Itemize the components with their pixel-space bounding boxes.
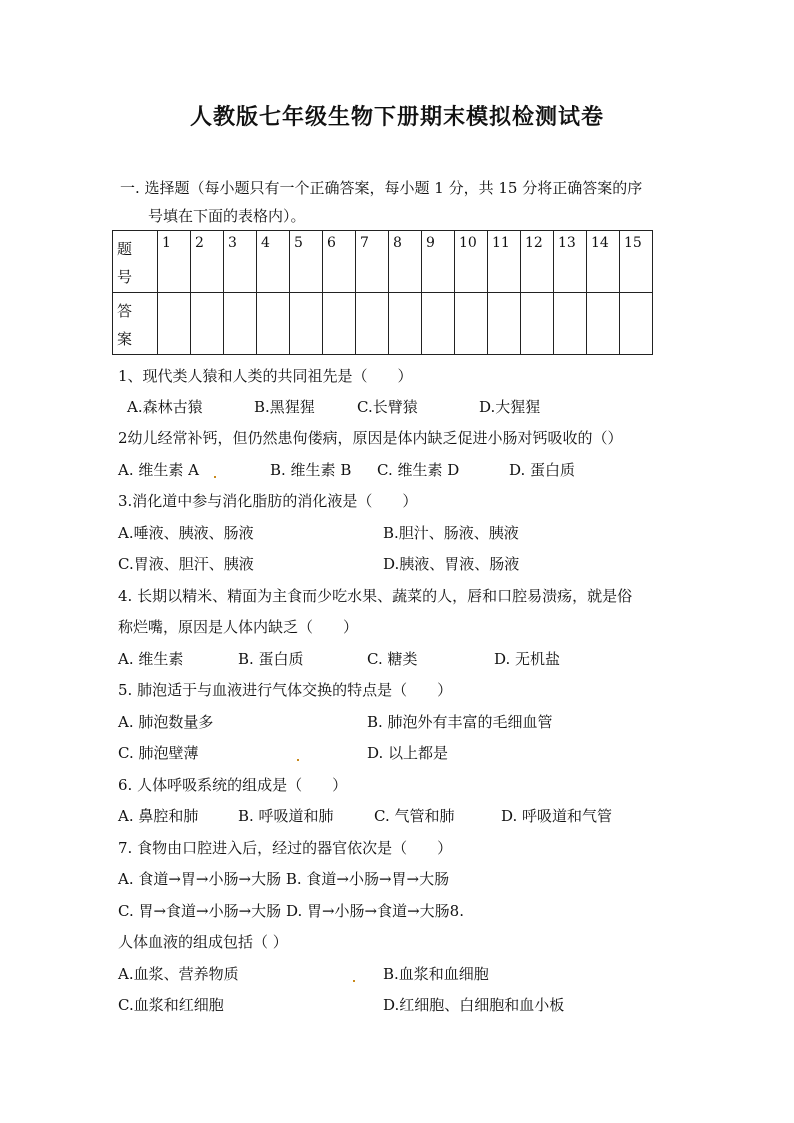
question-6-option-b: B. 呼吸道和肺 [238,807,334,825]
question-number-cell: 1 [158,231,191,293]
question-number-cell: 4 [257,231,290,293]
question-2-option-b: B. 维生素 B [270,461,352,479]
question-2-option-d: D. 蛋白质 [509,461,576,479]
question-6-option-d: D. 呼吸道和气管 [501,807,613,825]
question-2-option-c: C. 维生素 D [377,461,460,479]
question-3-option-d: D.胰液、胃液、肠液 [383,555,520,573]
question-4-stem-continued: 称烂嘴，原因是人体内缺乏（ ） [118,618,359,636]
question-3-stem: 3.消化道中参与消化脂肪的消化液是（ ） [118,492,418,510]
question-5-option-a: A. 肺泡数量多 [118,713,214,731]
answer-cell[interactable] [158,293,191,355]
question-2-option-a: A. 维生素 A [118,461,199,479]
answer-cell[interactable] [521,293,554,355]
answer-cell[interactable] [587,293,620,355]
table-row-answers [113,293,653,355]
table-row-numbers [113,231,653,293]
question-number-cell: 3 [224,231,257,293]
question-5-option-c: C. 肺泡壁薄 [118,744,199,762]
question-8-option-b: B.血浆和血细胞 [383,965,489,983]
answer-cell[interactable] [422,293,455,355]
question-1-stem: 1、现代类人猿和人类的共同祖先是（ ） [118,367,413,385]
question-number-cell: 5 [290,231,323,293]
question-number-cell: 13 [554,231,587,293]
question-6-option-c: C. 气管和肺 [374,807,455,825]
question-7-stem: 7. 食物由口腔进入后，经过的器官依次是（ ） [118,839,453,857]
question-8-option-d: D.红细胞、白细胞和血小板 [383,996,565,1014]
question-number-cell: 14 [587,231,620,293]
question-8-stem: 人体血液的组成包括（ ） [118,933,288,951]
answer-cell[interactable] [620,293,653,355]
ink-speck [214,476,216,478]
question-number-cell: 15 [620,231,653,293]
question-number-cell: 11 [488,231,521,293]
answer-table [112,230,653,355]
section-heading [120,174,680,230]
question-number-cell: 7 [356,231,389,293]
question-1-option-a: A.森林古猿 [127,398,203,416]
answer-cell[interactable] [389,293,422,355]
answer-cell[interactable] [257,293,290,355]
ink-speck [297,759,299,761]
answer-cell[interactable] [554,293,587,355]
section-instruction-line2: 号填在下面的表格内）。 [148,207,306,225]
answer-cell[interactable] [191,293,224,355]
table-header-cell: 答 案 [113,293,158,355]
answer-cell[interactable] [290,293,323,355]
question-3-option-a: A.唾液、胰液、肠液 [118,524,254,542]
question-4-option-a: A. 维生素 [118,650,184,668]
answer-cell[interactable] [323,293,356,355]
answer-cell[interactable] [488,293,521,355]
question-6-option-a: A. 鼻腔和肺 [118,807,199,825]
question-4-option-d: D. 无机盐 [494,650,561,668]
question-4-option-b: B. 蛋白质 [238,650,304,668]
table-header-cell: 题 号 [113,231,158,293]
question-1-option-c: C.长臂猿 [357,398,418,416]
question-number-cell: 6 [323,231,356,293]
question-number-cell: 8 [389,231,422,293]
question-1-option-d: D.大猩猩 [479,398,541,416]
question-5-stem: 5. 肺泡适于与血液进行气体交换的特点是（ ） [118,681,453,699]
ink-speck [353,980,355,982]
question-8-option-c: C.血浆和红细胞 [118,996,224,1014]
question-7-options-line2: C. 胃→食道→小肠→大肠 D. 胃→小肠→食道→大肠8. [118,902,464,920]
question-3-option-b: B.胆汁、肠液、胰液 [383,524,519,542]
question-7-options-line1: A. 食道→胃→小肠→大肠 B. 食道→小肠→胃→大肠 [118,870,450,888]
question-4-stem: 4. 长期以精米、精面为主食而少吃水果、蔬菜的人，唇和口腔易溃疡，就是俗 [118,587,633,605]
question-number-cell: 12 [521,231,554,293]
question-3-option-c: C.胃液、胆汗、胰液 [118,555,254,573]
page-title: 人教版七年级生物下册期末模拟检测试卷 [189,104,604,130]
question-6-stem: 6. 人体呼吸系统的组成是（ ） [118,776,348,794]
question-8-option-a: A.血浆、营养物质 [118,965,239,983]
question-4-option-c: C. 糖类 [367,650,418,668]
answer-cell[interactable] [224,293,257,355]
answer-cell[interactable] [356,293,389,355]
question-2-stem: 2幼儿经常补钙，但仍然患佝偻病，原因是体内缺乏促进小肠对钙吸收的（） [118,429,623,447]
question-5-option-b: B. 肺泡外有丰富的毛细血管 [367,713,553,731]
question-5-option-d: D. 以上都是 [367,744,449,762]
question-1-option-b: B.黑猩猩 [254,398,315,416]
answer-cell[interactable] [455,293,488,355]
question-number-cell: 2 [191,231,224,293]
question-number-cell: 10 [455,231,488,293]
section-instruction-line1: 一. 选择题（每小题只有一个正确答案，每小题 1 分，共 15 分将正确答案的序 [120,179,643,197]
question-number-cell: 9 [422,231,455,293]
